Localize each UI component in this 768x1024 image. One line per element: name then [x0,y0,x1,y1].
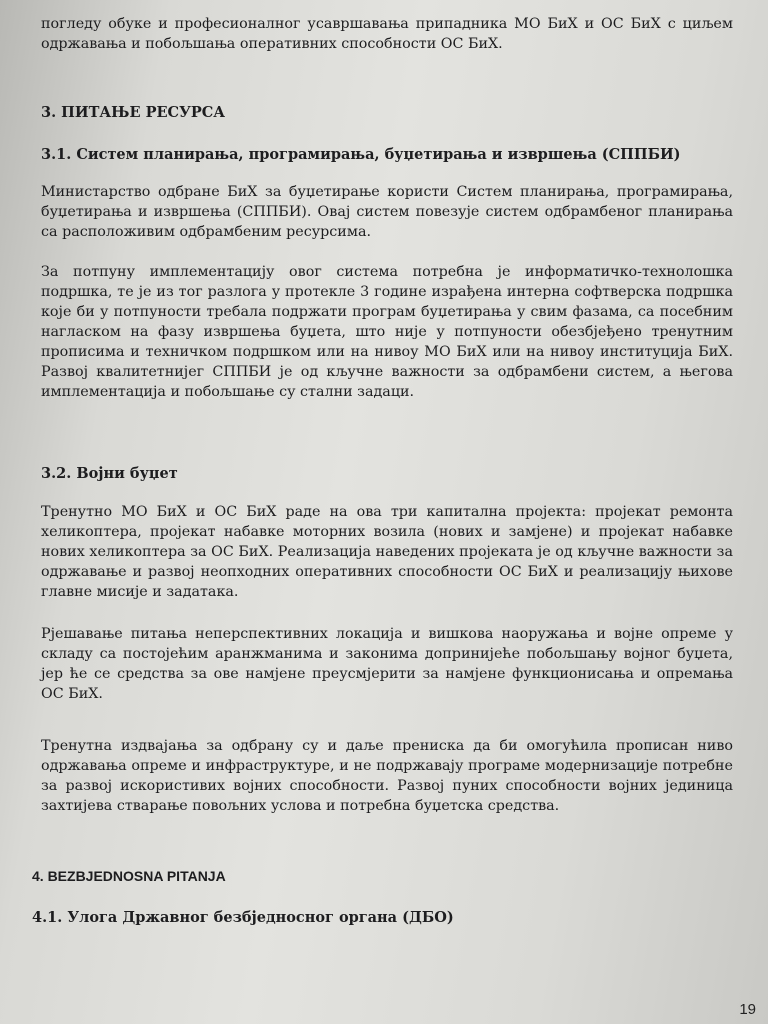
section-4-1-heading: 4.1. Улога Државног безбједносног органа (ДБО) [32,909,454,926]
section-4-heading: 4. BEZBJEDNOSNA PITANJA [32,868,226,884]
section-3-1-paragraph-2: За потпуну имплементацију овог система потребна је информатичко-технолошка подршка, те је из тог разлога у протекле 3 године израђена интерна софтверска подршка које би у потпуности требала подржати програм буџетирања у свим фазама, са посебним нагласком на фазу извршења буџета, што није у потпуности обезбјеђено тренутним прописима и техничком подршком или на нивоу МО БиХ или на нивоу институција БиХ. Развој квалитетнијег СППБИ је од кључне важности за одбрамбени систем, а његова имплементација и побољшање су стални задаци. [41,264,733,400]
section-3-2-paragraph-2: Рјешавање питања неперспективних локација и вишкова наоружања и војне опреме у складу са постојећим аранжманима и законима допринијеће побољшању војног буџета, јер ће се средства за ове намјене преусмјерити за намјене функционисања и опремања ОС БиХ. [41,626,733,702]
section-3-2-heading: 3.2. Војни буџет [41,465,178,482]
section-3-2-paragraph-3: Тренутна издвајања за одбрану су и даље прениска да би омогућила прописан ниво одржавања опреме и инфраструктуре, и не подржавају програме модернизације потребне за развој искористивих војних способности. Развој пуних способности војних јединица захтијева стварање повољних услова и потребна буџетска средства. [41,738,733,814]
section-3-heading: 3. ПИТАЊЕ РЕСУРСА [41,104,226,121]
section-3-1-paragraph-1: Министарство одбране БиХ за буџетирање користи Систем планирања, програмирања, буџетирања и извршења (СППБИ). Овај систем повезује систем одбрамбеног планирања са расположивим одбрамбеним ресурсима. [41,184,733,240]
section-3-2-paragraph-1: Тренутно МО БиХ и ОС БиХ раде на ова три капитална пројекта: пројекат ремонта хеликоптера, пројекат набавке моторних возила (нових и замјене) и пројекат набавке нових хеликоптера за ОС БиХ. Реализација наведених пројеката је од кључне важности за одржавање и развој неопходних оперативних способности ОС БиХ и реализацију њихове главне мисије и задатака. [41,504,733,600]
section-3-1-heading: 3.1. Систем планирања, програмирања, буџетирања и извршења (СППБИ) [41,146,681,163]
top-paragraph: погледу обуке и професионалног усавршавања припадника МО БиХ и ОС БиХ с циљем одржавања и побољшања оперативних способности ОС БиХ. [41,16,733,52]
page-number: 19 [739,1001,756,1018]
